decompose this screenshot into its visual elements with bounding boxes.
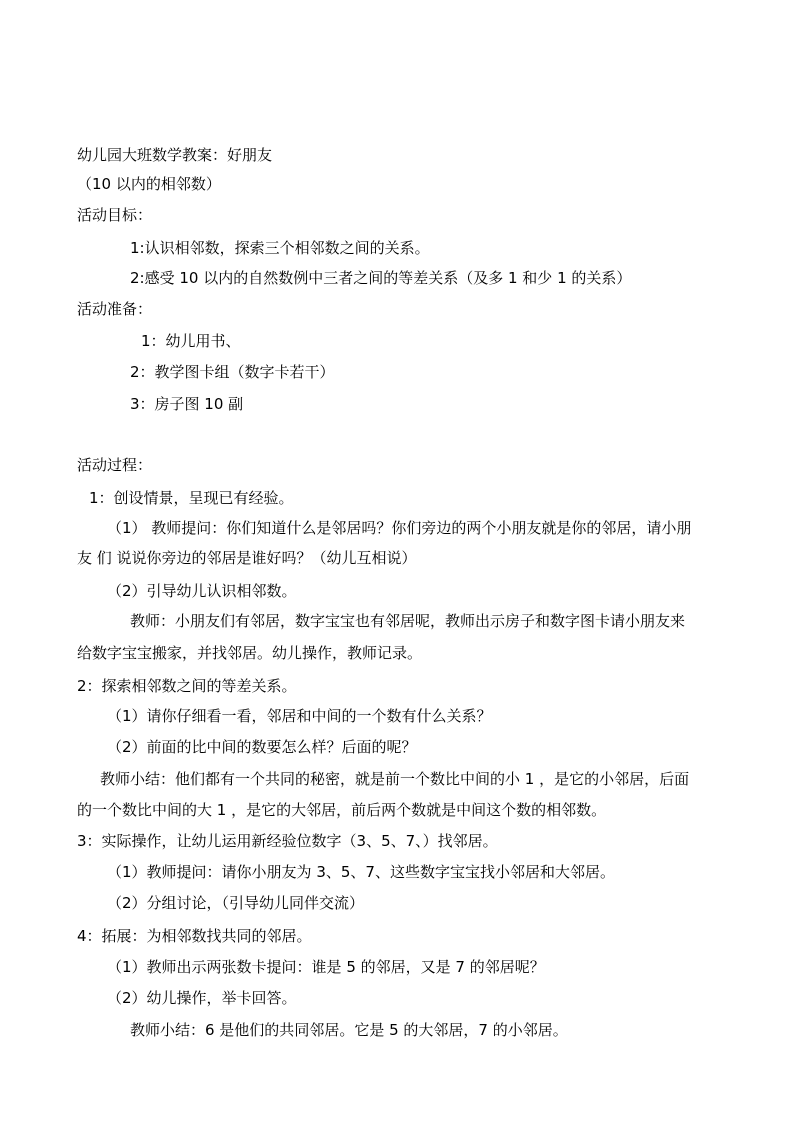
step-1: 1：创设情景，呈现已有经验。 — [89, 489, 294, 507]
step-4: 4：拓展：为相邻数找共同的邻居。 — [77, 927, 312, 945]
step-2-subitem-1: （1）请你仔细看一看，邻居和中间的一个数有什么关系？ — [107, 707, 492, 725]
step-2-summary-line-2: 的一个数比中间的大 1 ，是它的大邻居，前后两个数就是中间这个数的相邻数。 — [77, 801, 607, 819]
step-1-subitem-2: （2）引导幼儿认识相邻数。 — [107, 582, 297, 600]
step-2: 2：探索相邻数之间的等差关系。 — [77, 677, 297, 695]
step-4-subitem-2: （2）幼儿操作，举卡回答。 — [107, 989, 297, 1007]
prep-heading: 活动准备： — [77, 300, 153, 318]
prep-item-3: 3：房子图 10 副 — [130, 395, 244, 413]
goals-heading: 活动目标： — [77, 206, 153, 224]
step-1-question-line-1: （1） 教师提问：你们知道什么是邻居吗？你们旁边的两个小朋友就是你的邻居，请小朋 — [107, 519, 692, 537]
step-2-summary-line-1: 教师小结：他们都有一个共同的秘密，就是前一个数比中间的小 1 ，是它的小邻居，后面 — [100, 770, 690, 788]
step-3-subitem-1: （1）教师提问：请你小朋友为 3、5、7、这些数字宝宝找小邻居和大邻居。 — [107, 863, 615, 881]
goal-item-2: 2:感受 10 以内的自然数例中三者之间的等差关系（及多 1 和少 1 的关系） — [130, 269, 632, 287]
step-2-subitem-2: （2）前面的比中间的数要怎么样？后面的呢？ — [107, 738, 417, 756]
step-1-teacher-line-1: 教师：小朋友们有邻居，数字宝宝也有邻居呢，教师出示房子和数字图卡请小朋友来 — [130, 612, 686, 630]
prep-item-1: 1：幼儿用书、 — [141, 332, 241, 350]
step-1-question-line-2: 友 们 说说你旁边的邻居是谁好吗？（幼儿互相说） — [77, 549, 417, 567]
step-4-summary: 教师小结：6 是他们的共同邻居。它是 5 的大邻居，7 的小邻居。 — [130, 1021, 568, 1039]
process-heading: 活动过程： — [77, 456, 153, 474]
step-4-subitem-1: （1）教师出示两张数卡提问：谁是 5 的邻居，又是 7 的邻居呢？ — [107, 958, 545, 976]
step-3: 3：实际操作，让幼儿运用新经验位数字（3、5、7、）找邻居。 — [77, 832, 498, 850]
step-1-teacher-line-2: 给数字宝宝搬家，并找邻居。幼儿操作，教师记录。 — [77, 644, 423, 662]
prep-item-2: 2：教学图卡组（数字卡若干） — [130, 363, 335, 381]
document-title: 幼儿园大班数学教案：好朋友 — [77, 146, 273, 164]
document-subtitle: （10 以内的相邻数） — [77, 175, 221, 193]
goal-item-1: 1:认识相邻数，探索三个相邻数之间的关系。 — [130, 239, 430, 257]
step-3-subitem-2: （2）分组讨论，（引导幼儿同伴交流） — [107, 894, 365, 912]
